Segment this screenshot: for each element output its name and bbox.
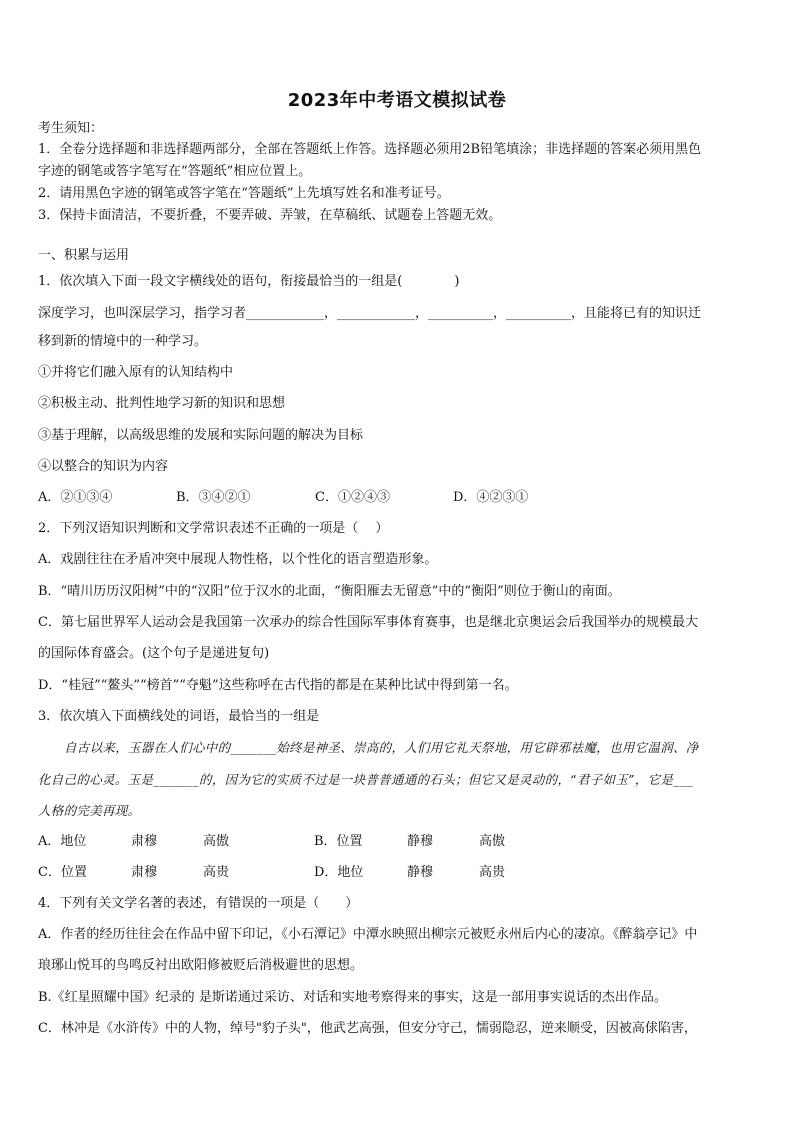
q4-option-b: B.《红星照耀中国》纪录的 是斯诺通过采访、对话和实地考察得来的事实，这是一部用事实说话的杰出作品。 bbox=[38, 990, 667, 1005]
q3-passage-line-2: 化自己的心灵。玉是_______的，因为它的实质不过是一块普普通通的石头；但它又是灵动的，“君子如玉”，它是___ bbox=[38, 772, 693, 787]
section-heading: 一、积累与运用 bbox=[38, 248, 130, 263]
q3-stem: 3．依次填入下面横线处的词语，最恰当的一组是 bbox=[38, 709, 320, 724]
q2-option-c-line-2: 的国际体育盛会。(这个句子是递进复句) bbox=[38, 646, 270, 661]
notice-line-3: 2．请用黑色字迹的钢笔或答字笔在“答题纸”上先填写姓名和准考证号。 bbox=[38, 186, 450, 201]
q2-stem: 2．下列汉语知识判断和文学常识表述不正确的一项是（ ） bbox=[38, 521, 389, 536]
q4-option-c: C．林冲是《水浒传》中的人物，绰号"豹子头"，他武艺高强，但安分守己，懦弱隐忍，逆来顺受，因被高俅陷害， bbox=[38, 1021, 697, 1036]
q2-option-a: A．戏剧往往在矛盾冲突中展现人物性格，以个性化的语言塑造形象。 bbox=[38, 552, 438, 567]
notice-heading: 考生须知： bbox=[38, 121, 104, 136]
q1-item-2: ②积极主动、批判性地学习新的知识和思想 bbox=[38, 396, 286, 411]
q3-passage-line-1: 自古以来，玉器在人们心中的_______始终是神圣、崇高的，人们用它礼天祭地，用它辟邪祛魔，也用它温润、净 bbox=[64, 740, 699, 755]
q1-paragraph-line-2: 移到新的情境中的一种学习。 bbox=[38, 334, 208, 349]
q4-stem: 4．下列有关文学名著的表述，有错误的一项是（ ） bbox=[38, 896, 359, 911]
q1-option-c: C．①②④③ bbox=[315, 490, 390, 505]
q1-option-b: B．③④②① bbox=[176, 490, 251, 505]
q1-stem: 1．依次填入下面一段文字横线处的语句，衔接最恰当的一组是( ) bbox=[38, 274, 460, 289]
q3-option-a-word-3: 高傲 bbox=[203, 834, 230, 849]
q1-option-d: D．④②③① bbox=[453, 490, 529, 505]
q1-item-1: ①并将它们融入原有的认知结构中 bbox=[38, 365, 234, 380]
q3-option-b-word-1: B．位置 bbox=[314, 834, 363, 849]
notice-line-4: 3．保持卡面清洁，不要折叠，不要弄破、弄皱，在草稿纸、试题卷上答题无效。 bbox=[38, 208, 502, 223]
q2-option-b: B．“晴川历历汉阳树”中的“汉阳”位于汉水的北面，“衡阳雁去无留意”中的“衡阳”则位于衡山的南面。 bbox=[38, 584, 621, 599]
page-title: 2023年中考语文模拟试卷 bbox=[287, 90, 507, 111]
q2-option-d: D．“桂冠”“鳌头”“榜首”“夺魁”这些称呼在古代指的都是在某种比试中得到第一名。 bbox=[38, 678, 518, 693]
q1-paragraph-line-1: 深度学习，也叫深层学习，指学习者____________，____________，__________，__________，且能将已有的知识迁 bbox=[38, 306, 702, 321]
notice-line-2: 字迹的钢笔或答字笔写在“答题纸”相应位置上。 bbox=[38, 164, 312, 179]
q3-option-c-word-3: 高贵 bbox=[203, 865, 230, 880]
q1-item-3: ③基于理解，以高级思维的发展和实际问题的解决为目标 bbox=[38, 428, 364, 443]
q4-option-a-line-2: 琅琊山悦耳的鸟鸣反衬出欧阳修被贬后消极避世的思想。 bbox=[38, 958, 364, 973]
q3-option-b-word-3: 高傲 bbox=[479, 834, 506, 849]
q3-passage-line-3: 人格的完美再现。 bbox=[38, 803, 141, 818]
q3-option-d-word-3: 高贵 bbox=[479, 865, 506, 880]
q3-option-c-word-1: C．位置 bbox=[38, 865, 87, 880]
q3-option-c-word-2: 肃穆 bbox=[131, 865, 158, 880]
q3-option-a-word-1: A．地位 bbox=[38, 834, 87, 849]
q1-item-4: ④以整合的知识为内容 bbox=[38, 459, 169, 474]
q3-option-a-word-2: 肃穆 bbox=[131, 834, 158, 849]
q4-option-a-line-1: A．作者的经历往往会在作品中留下印记，《小石潭记》中潭水映照出柳宗元被贬永州后内心的凄凉。《醉翁亭记》中 bbox=[38, 927, 698, 942]
notice-line-1: 1．全卷分选择题和非选择题两部分，全部在答题纸上作答。选择题必须用2B铅笔填涂；非选择题的答案必须用黑色 bbox=[38, 142, 702, 157]
q3-option-b-word-2: 静穆 bbox=[407, 834, 434, 849]
q3-option-d-word-1: D．地位 bbox=[314, 865, 364, 880]
q3-option-d-word-2: 静穆 bbox=[407, 865, 434, 880]
q1-option-a: A．②①③④ bbox=[38, 490, 113, 505]
q2-option-c-line-1: C．第七届世界军人运动会是我国第一次承办的综合性国际军事体育赛事，也是继北京奥运会后我国举办的规模最大 bbox=[38, 615, 698, 630]
